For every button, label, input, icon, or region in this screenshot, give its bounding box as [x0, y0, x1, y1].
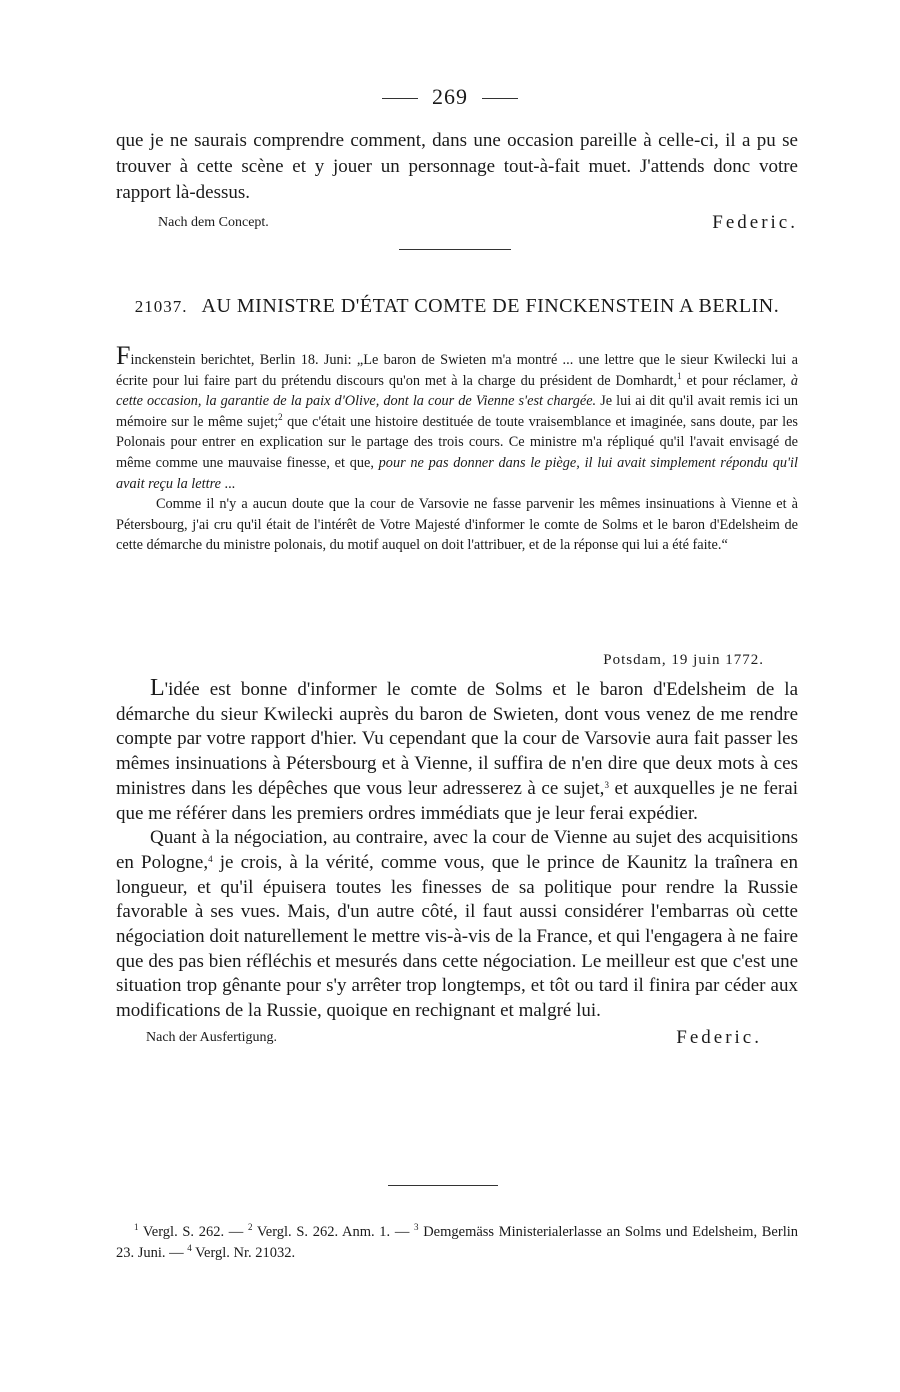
- continuation-text: que je ne saurais comprendre comment, dans une occasion pareille à celle-ci, il a pu se trouver à cette scène et y jouer un personnage tout-à-fait muet. J'attends donc votre rapport là-dessus.: [116, 130, 798, 203]
- regest: [116, 341, 798, 556]
- drop-cap: F: [116, 341, 131, 370]
- separator-rule: [388, 1185, 498, 1186]
- letter-paragraph: [116, 826, 798, 1024]
- footnote-text: Vergl. S. 262. Anm. 1. —: [252, 1224, 415, 1240]
- footnote-marker: 1: [134, 1222, 139, 1232]
- footnote-text: Demgemäss Ministerialerlasse an Solms und Edelsheim, Berlin 23. Juni. —: [116, 1224, 798, 1261]
- continuation-section: [116, 128, 798, 236]
- letter-text: Quant à la négociation, au contraire, avec la cour de Vienne au sujet des acquisitions en Pologne,: [116, 827, 798, 873]
- regest-text: que c'était une histoire destituée de toute vraisemblance et imaginée, sans doute, par les Polonais pour entrer en explication sur le partage des trois cours. Ce ministre m'a répliqué qu'il l'avait envisagé de même comme une mauvaise finesse, et que,: [116, 413, 798, 471]
- separator-rule: [399, 249, 511, 250]
- document-number: 21037.: [134, 297, 188, 316]
- source-note: Nach der Ausfertigung.: [146, 1029, 278, 1045]
- letter-text: je crois, à la vérité, comme vous, que le prince de Kaunitz la traînera en longueur, et qu'il épuisera toutes les finesses de sa politique pour rendre la Russie favorable à ses vues. Mais, d'un autre côté, il faut aussi considérer l'embarras où cette négociation doit naturellement le mettre vis-à-vis de la France, et qui l'engagera à ne faire que des pas bien réfléchis et mesurés dans cette négociation. Le meilleur est que c'est une situation trop gênante pour s'y arrêter trop longtemps, et tôt ou tard il finira par céder aux modifications de la Russie, quoique en rechignant et malgré lui.: [116, 851, 798, 1022]
- footnote-ref: 1: [677, 370, 682, 381]
- source-note: Nach dem Concept.: [158, 215, 269, 230]
- continuation-source-line: [116, 210, 798, 236]
- footnote-ref: 4: [208, 853, 213, 864]
- document-heading: [116, 294, 798, 319]
- regest-emphasis: à cette occasion, la garantie de la paix d'Olive, dont la cour de Vienne s'est chargée.: [116, 372, 798, 410]
- regest-text: ...: [220, 475, 236, 492]
- dateline: Potsdam, 19 juin 1772.: [603, 652, 764, 668]
- letter-source-line: [116, 1026, 798, 1051]
- signature: Federic.: [712, 212, 798, 233]
- header-dash-right: [482, 98, 518, 99]
- footnote-text: Vergl. S. 262. —: [138, 1224, 248, 1240]
- footnote-marker: 4: [187, 1243, 192, 1253]
- footnote-ref: 3: [604, 779, 609, 790]
- footnote-ref: 2: [278, 411, 283, 422]
- footnotes: [116, 1222, 798, 1264]
- header-dash-left: [382, 98, 418, 99]
- letter-text: et auxquelles je ne ferai que me référer dans les premiers ordres immédiats que je leur ferai expédier.: [116, 777, 798, 824]
- page-header: [0, 84, 900, 110]
- footnote-marker: 3: [414, 1222, 419, 1232]
- regest-paragraph: Comme il n'y a aucun doute que la cour de Varsovie ne fasse parvenir les mêmes insinuations à Vienne et à Pétersbourg, j'ai cru qu'il était de l'intérêt de Votre Majesté d'informer le comte de Solms et le baron d'Edelsheim de cette démarche du ministre polonais, du motif auquel on doit l'attribuer, et de la réponse qui lui a été faite.“: [116, 496, 798, 554]
- regest-text: Je lui ai dit qu'il avait remis ici un mémoire sur le même sujet;: [116, 393, 798, 430]
- drop-cap: L: [150, 675, 165, 701]
- page-number: 269: [432, 84, 468, 109]
- footnote-text: Vergl. Nr. 21032.: [191, 1245, 296, 1261]
- regest-text: et pour réclamer,: [681, 372, 791, 389]
- regest-text: inckenstein berichtet, Berlin 18. Juni: „Le baron de Swieten m'a montré ... une lettre que le sieur Kwilecki lui a écrite pour lui faire part du prétendu discours qu'on met à la charge du président de Domhardt,: [116, 352, 798, 389]
- footnote-marker: 2: [247, 1222, 253, 1232]
- signature: Federic.: [676, 1026, 762, 1048]
- letter-body: [116, 676, 798, 1051]
- regest-emphasis: pour ne pas donner dans le piège, il lui avait simplement répondu qu'il avait reçu la lettre: [116, 454, 798, 492]
- letter-text: 'idée est bonne d'informer le comte de Solms et le baron d'Edelsheim de la démarche du sieur Kwilecki auprès du baron de Swieten, dont vous venez de me rendre compte par votre rapport d'hier. Vu cependant que la cour de Varsovie aura fait passer les mêmes insinuations à Pétersbourg et à Vienne, il suffira de n'en dire que deux mots à ces ministres dans les dépêches que vous leur adresserez à ce sujet,: [116, 679, 798, 799]
- regest-paragraph: [116, 341, 798, 494]
- letter-paragraph: [116, 676, 798, 826]
- document-title: AU MINISTRE D'ÉTAT COMTE DE FINCKENSTEIN A BERLIN.: [201, 295, 780, 317]
